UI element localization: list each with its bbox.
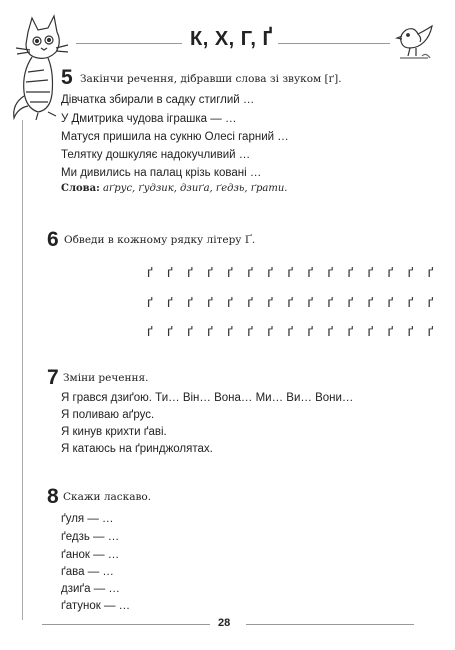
letter-row: ґ ґ ґ ґ ґ ґ ґ ґ ґ ґ ґ ґ ґ ґ ґ (147, 294, 439, 310)
page-title: К, Х, Г, Ґ (190, 28, 273, 50)
exercise-7-number: 7 (47, 366, 59, 389)
exercise-6-number: 6 (47, 228, 59, 251)
word-bank-list: аґрус, ґудзик, дзиґа, ґедзь, ґрати. (103, 183, 288, 194)
exercise-7-task: Зміни речення. (63, 372, 149, 384)
header-rule-left (76, 43, 182, 44)
footer-rule-left (42, 624, 210, 625)
exercise-7-sentence: Я катаюсь на ґринджолятах. (61, 443, 213, 455)
exercise-5-sentence: Телятку дошкуляє надокучливий … (61, 149, 251, 161)
exercise-7-sentence: Я кинув крихти ґаві. (61, 426, 167, 438)
exercise-8-word: ґанок — … (61, 549, 120, 561)
exercise-8-number: 8 (47, 485, 59, 508)
exercise-5-sentence: Матуся пришила на сукню Олесі гарний … (61, 131, 289, 143)
exercise-7-sentence: Я поливаю аґрус. (61, 409, 155, 421)
exercise-5-number: 5 (61, 66, 73, 89)
exercise-8-word: ґедзь — … (61, 531, 120, 543)
exercise-7-sentence: Я грався дзиґою. Ти… Він… Вона… Ми… Ви… Вони… (61, 392, 354, 404)
bird-illustration (392, 16, 440, 64)
page-number: 28 (218, 617, 231, 629)
exercise-8-word: дзиґа — … (61, 583, 120, 595)
exercise-5-word-bank (61, 183, 287, 194)
exercise-8-task: Скажи ласкаво. (63, 491, 152, 503)
margin-line (22, 120, 23, 620)
exercise-5-task: Закінчи речення, дібравши слова зі звуком [ґ]. (80, 73, 342, 85)
word-bank-label: Слова: (61, 183, 100, 194)
exercise-5-sentence: Ми дивились на палац крізь ковані … (61, 167, 262, 179)
exercise-6-task: Обведи в кожному рядку літеру Ґ. (64, 234, 256, 246)
exercise-8-word: ґатунок — … (61, 600, 131, 612)
exercise-5-sentence: Дівчатка збирали в садку стиглий … (61, 94, 255, 106)
exercise-8-word: ґуля — … (61, 513, 114, 525)
footer-rule-right (246, 624, 414, 625)
exercise-5-sentence: У Дмитрика чудова іграшка — … (61, 113, 237, 125)
letter-row: ґ ґ ґ ґ ґ ґ ґ ґ ґ ґ ґ ґ ґ ґ ґ (147, 323, 439, 339)
letter-row: ґ ґ ґ ґ ґ ґ ґ ґ ґ ґ ґ ґ ґ ґ ґ (147, 264, 439, 280)
header-rule-right (278, 43, 390, 44)
exercise-8-word: ґава — … (61, 566, 114, 578)
